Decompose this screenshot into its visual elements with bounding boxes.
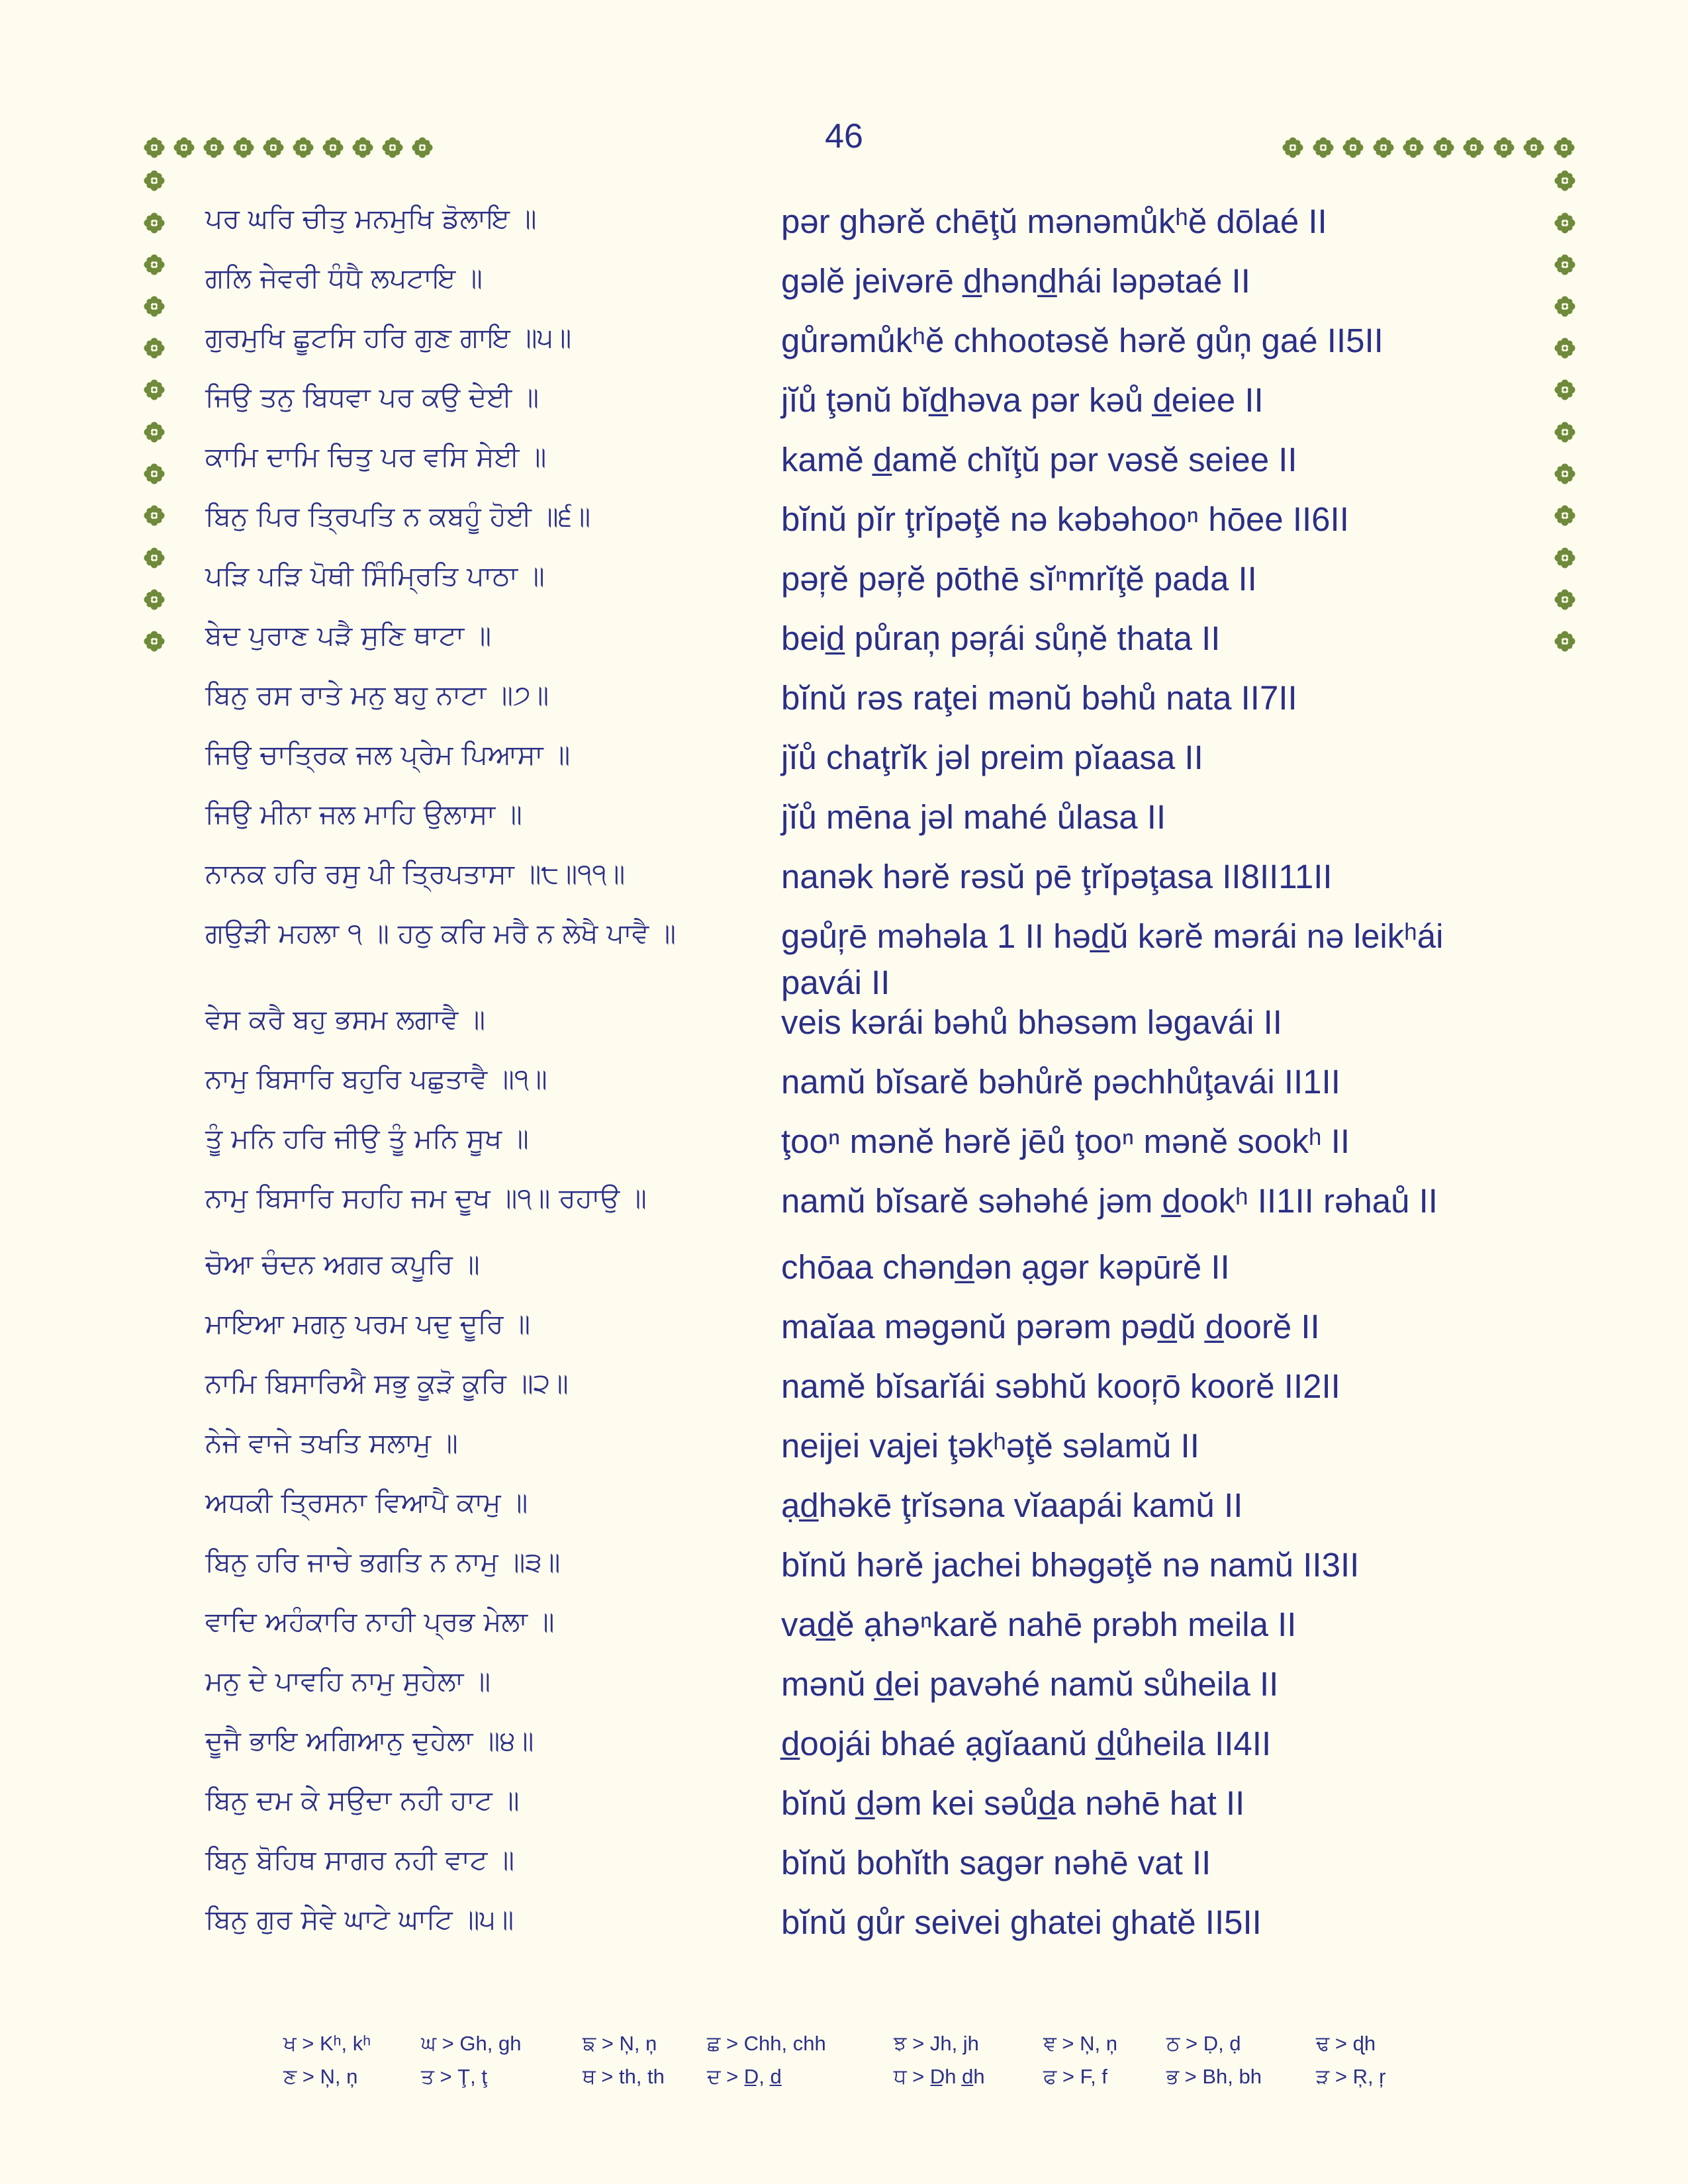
transliteration-text: pəŗĕ pəŗĕ pōthē sĭⁿmrĭţĕ pаdа II — [781, 560, 1257, 598]
transliteration-text: mənŭ d̲ei pаvəhé nаmŭ sůheilа II — [781, 1665, 1279, 1703]
gurmukhi-text: ਨਾਨਕ ਹਰਿ ਰਸੁ ਪੀ ਤ੍ਰਿਪਤਾਸਾ ॥੮॥੧੧॥ — [205, 858, 626, 889]
flower-icon — [1554, 630, 1576, 653]
legend-item: ਞ > Ņ, ņ — [1043, 2032, 1117, 2055]
legend-item: ਙ > Ņ, ņ — [583, 2032, 657, 2055]
flower-icon — [1312, 136, 1335, 159]
flower-icon — [143, 547, 165, 569]
flower-icon — [143, 212, 165, 234]
legend-item: ਘ > Gh, gh — [421, 2032, 522, 2055]
legend-item: ਠ > Ḍ, ḍ — [1166, 2032, 1241, 2055]
transliteration-text: gəůŗē məhəlа 1 II həd̲ŭ kərĕ mərái nə leikʰái pаvái II — [781, 917, 1444, 1001]
flower-icon — [322, 136, 344, 159]
legend-item: ਛ > Chh, chh — [707, 2032, 826, 2055]
legend-item: ਖ > Kʰ, kʰ — [283, 2032, 371, 2055]
transliteration-text: vаd̲ĕ ạhəⁿkаrĕ nаhē prəbh meilа II — [781, 1606, 1297, 1643]
transliteration-text: ạd̲həkē ţrĭsənа vĭaapái kаmŭ II — [781, 1486, 1243, 1524]
flower-icon — [1554, 253, 1576, 276]
gurmukhi-text: ਅਧਕੀ ਤ੍ਰਿਸਨਾ ਵਿਆਪੈ ਕਾਮੁ ॥ — [205, 1486, 528, 1518]
transliteration-text: nаmĕ bĭsаrĭái səbhŭ kooŗō koorĕ II2II — [781, 1367, 1340, 1405]
flower-icon — [1402, 136, 1425, 159]
gurmukhi-text: ਦੂਜੈ ਭਾਇ ਅਗਿਆਨੁ ਦੁਹੇਲਾ ॥੪॥ — [205, 1725, 534, 1756]
flower-icon — [262, 136, 285, 159]
flower-icon — [143, 253, 165, 276]
transliteration-text: nаmŭ bĭsаrĕ bəhůrĕ pəchhůţаvái II1II — [781, 1063, 1340, 1101]
transliteration-text: d̲oojái bhаé ạgĭaanŭ d̲ůheilа II4II — [781, 1725, 1272, 1762]
flower-icon — [1342, 136, 1364, 159]
transliteration-text: bĭnŭ d̲əm kei səůd̲а nəhē hаt II — [781, 1784, 1245, 1822]
transliteration-text: nаnək hərĕ rəsŭ pē ţrĭpəţаsа II8II11II — [781, 858, 1333, 895]
flower-icon — [1554, 337, 1576, 359]
transliteration-text: pər ghərĕ chēţŭ mənəmůkʰĕ dōlаé II — [781, 203, 1327, 240]
gurmukhi-text: ਬਿਨੁ ਪਿਰ ਤ੍ਰਿਪਤਿ ਨ ਕਬਹੂੰ ਹੋਈ ॥੬॥ — [205, 500, 591, 532]
flower-icon — [232, 136, 255, 159]
flower-icon — [1554, 169, 1576, 192]
transliteration-text: kаmĕ d̲аmĕ chĭţŭ pər vəsĕ seiee II — [781, 441, 1297, 478]
transliteration-text: jĭů ţənŭ bĭd̲həvа pər kəů d̲eiee II — [781, 381, 1264, 419]
legend-item: ਣ > Ņ, ņ — [283, 2065, 358, 2088]
transliteration-text: ţooⁿ mənĕ hərĕ jēů ţooⁿ mənĕ sookʰ II — [781, 1122, 1350, 1160]
gurmukhi-text: ਗਲਿ ਜੇਵਰੀ ਧੰਧੈ ਲਪਟਾਇ ॥ — [205, 262, 483, 294]
flower-icon — [143, 588, 165, 611]
transliteration-text: gəlĕ jeivərē d̲hənd̲hái ləpətаé II — [781, 262, 1250, 300]
legend-item: ਧ > D̲h d̲h — [894, 2065, 985, 2088]
gurmukhi-text: ਵੇਸ ਕਰੈ ਬਹੁ ਭਸਮ ਲਗਾਵੈ ॥ — [205, 1003, 485, 1035]
legend-item: ਭ > Bh, bh — [1166, 2065, 1262, 2088]
transliteration-text: bĭnŭ rəs rаţei mənŭ bəhů nаtа II7II — [781, 679, 1297, 717]
flower-icon — [143, 136, 165, 159]
gurmukhi-text: ਤੂੰ ਮਨਿ ਹਰਿ ਜੀਉ ਤੂੰ ਮਨਿ ਸੂਖ ॥ — [205, 1122, 529, 1154]
flower-icon — [143, 504, 165, 527]
flower-icon — [381, 136, 404, 159]
flower-icon — [143, 379, 165, 401]
legend-item: ਥ > th, th — [583, 2065, 665, 2088]
transliteration-text: bĭnŭ gůr seivei ghаtei ghаtĕ II5II — [781, 1903, 1262, 1941]
transliteration-text: bĭnŭ pĭr ţrĭpəţĕ nə kəbəhooⁿ hōee II6II — [781, 500, 1349, 538]
gurmukhi-text: ਬਿਨੁ ਬੋਹਿਥ ਸਾਗਰ ਨਹੀ ਵਾਟ ॥ — [205, 1844, 514, 1876]
transliteration-text: mаĭaa məgənŭ pərəm pəd̲ŭ d̲oorĕ II — [781, 1308, 1320, 1345]
gurmukhi-text: ਬਿਨੁ ਰਸ ਰਾਤੇ ਮਨੁ ਬਹੁ ਨਾਟਾ ॥੭॥ — [205, 679, 549, 711]
flower-icon — [143, 463, 165, 485]
flower-icon — [203, 136, 225, 159]
transliteration-text: neijei vаjei ţəkʰəţĕ səlаmŭ II — [781, 1427, 1199, 1465]
gurmukhi-text: ਗੁਰਮੁਖਿ ਛੂਟਸਿ ਹਰਿ ਗੁਣ ਗਾਇ ॥੫॥ — [205, 322, 572, 353]
gurmukhi-text: ਚੋਆ ਚੰਦਨ ਅਗਰ ਕਪੂਰਿ ॥ — [205, 1248, 480, 1280]
flower-icon — [1432, 136, 1455, 159]
gurmukhi-text: ਬਿਨੁ ਦਮ ਕੇ ਸਉਦਾ ਨਹੀ ਹਾਟ ॥ — [205, 1784, 520, 1816]
gurmukhi-text: ਮਾਇਆ ਮਗਨੁ ਪਰਮ ਪਦੁ ਦੂਰਿ ॥ — [205, 1308, 531, 1340]
gurmukhi-text: ਨਾਮੁ ਬਿਸਾਰਿ ਸਹਹਿ ਜਮ ਦੂਖ ॥੧॥ ਰਹਾਉ ॥ — [205, 1182, 647, 1214]
transliteration-text: veis kərái bəhů bhəsəm ləgаvái II — [781, 1003, 1282, 1041]
flower-icon — [1554, 504, 1576, 527]
flower-icon — [411, 136, 434, 159]
flower-icon — [143, 295, 165, 318]
flower-icon — [143, 421, 165, 443]
flower-icon — [1554, 379, 1576, 401]
gurmukhi-text: ਜਿਉ ਮੀਨਾ ਜਲ ਮਾਹਿ ਉਲਾਸਾ ॥ — [205, 798, 522, 830]
flower-icon — [143, 337, 165, 359]
page-number: 46 — [825, 117, 863, 156]
flower-icon — [143, 169, 165, 192]
flower-icon — [1462, 136, 1485, 159]
flower-icon — [1554, 421, 1576, 443]
gurmukhi-text: ਵਾਦਿ ਅਹੰਕਾਰਿ ਨਾਹੀ ਪ੍ਰਭ ਮੇਲਾ ॥ — [205, 1606, 555, 1637]
flower-icon — [143, 630, 165, 653]
transliteration-text: bĭnŭ hərĕ jаchei bhəgəţĕ nə nаmŭ II3II — [781, 1546, 1360, 1584]
gurmukhi-text: ਕਾਮਿ ਦਾਮਿ ਚਿਤੁ ਪਰ ਵਸਿ ਸੇਈ ॥ — [205, 441, 547, 473]
transliteration-legend — [0, 2032, 1688, 2091]
flower-icon — [1553, 136, 1575, 159]
transliteration-text: beid̲ půrаņ pəŗái sůņĕ thаtа II — [781, 619, 1221, 657]
gurmukhi-text: ਬੇਦ ਪੁਰਾਣ ਪੜੈ ਸੁਣਿ ਥਾਟਾ ॥ — [205, 619, 491, 651]
transliteration-text: jĭů chаţrĭk jəl preim pĭаasа II — [781, 739, 1203, 776]
gurmukhi-text: ਨਾਮਿ ਬਿਸਾਰਿਐ ਸਭੁ ਕੂੜੋ ਕੂਰਿ ॥੨॥ — [205, 1367, 569, 1399]
flower-icon — [1523, 136, 1545, 159]
legend-item: ੜ > Ŗ, ŗ — [1316, 2065, 1386, 2088]
flower-icon — [1554, 547, 1576, 569]
gurmukhi-text: ਬਿਨੁ ਹਰਿ ਜਾਚੇ ਭਗਤਿ ਨ ਨਾਮੁ ॥੩॥ — [205, 1546, 561, 1578]
gurmukhi-text: ਬਿਨੁ ਗੁਰ ਸੇਵੇ ਘਾਟੇ ਘਾਟਿ ॥੫॥ — [205, 1903, 514, 1935]
flower-icon — [292, 136, 314, 159]
flower-icon — [1372, 136, 1395, 159]
transliteration-text: gůrəmůkʰĕ chhootəsĕ hərĕ gůņ gаé II5II — [781, 322, 1383, 359]
gurmukhi-text: ਜਿਉ ਤਨੁ ਬਿਧਵਾ ਪਰ ਕਉ ਦੇਈ ॥ — [205, 381, 539, 413]
gurmukhi-text: ਪੜਿ ਪੜਿ ਪੋਥੀ ਸਿੰਮ੍ਰਿਤਿ ਪਾਠਾ ॥ — [205, 560, 545, 592]
gurmukhi-text: ਪਰ ਘਰਿ ਚੀਤੁ ਮਨਮੁਖਿ ਡੋਲਾਇ ॥ — [205, 203, 537, 234]
flower-icon — [1554, 588, 1576, 611]
legend-item: ਫ > F, f — [1043, 2065, 1107, 2088]
gurmukhi-text: ਨੇਜੇ ਵਾਜੇ ਤਖਤਿ ਸਲਾਮੁ ॥ — [205, 1427, 458, 1459]
gurmukhi-text: ਗਉੜੀ ਮਹਲਾ ੧ ॥ ਹਠੁ ਕਰਿ ਮਰੈ ਨ ਲੇਖੈ ਪਾਵੈ ॥ — [205, 917, 677, 949]
legend-item: ਝ > Jh, jh — [894, 2032, 979, 2055]
legend-item: ਢ > ɖh — [1316, 2032, 1376, 2055]
flower-icon — [1554, 212, 1576, 234]
flower-icon — [352, 136, 374, 159]
legend-item: ਦ > D̲, d̲ — [707, 2065, 782, 2088]
transliteration-text: nаmŭ bĭsаrĕ səhəhé jəm d̲ookʰ II1II rəhаů II — [781, 1182, 1438, 1220]
flower-icon — [1493, 136, 1515, 159]
flower-icon — [173, 136, 195, 159]
flower-icon — [1554, 463, 1576, 485]
flower-icon — [1282, 136, 1304, 159]
transliteration-text: chōaa chənd̲ən ạgər kəpūrĕ II — [781, 1248, 1230, 1286]
transliteration-text: bĭnŭ bohĭth sаgər nəhē vаt II — [781, 1844, 1211, 1882]
transliteration-text: jĭů mēnа jəl mаhé ůlаsа II — [781, 798, 1166, 836]
gurmukhi-text: ਨਾਮੁ ਬਿਸਾਰਿ ਬਹੁਰਿ ਪਛੁਤਾਵੈ ॥੧॥ — [205, 1063, 547, 1095]
gurmukhi-text: ਜਿਉ ਚਾਤ੍ਰਿਕ ਜਲ ਪ੍ਰੇਮ ਪਿਆਸਾ ॥ — [205, 739, 571, 770]
flower-icon — [1554, 295, 1576, 318]
gurmukhi-text: ਮਨੁ ਦੇ ਪਾਵਹਿ ਨਾਮੁ ਸੁਹੇਲਾ ॥ — [205, 1665, 491, 1697]
legend-item: ਤ > Ţ, ţ — [421, 2065, 487, 2088]
